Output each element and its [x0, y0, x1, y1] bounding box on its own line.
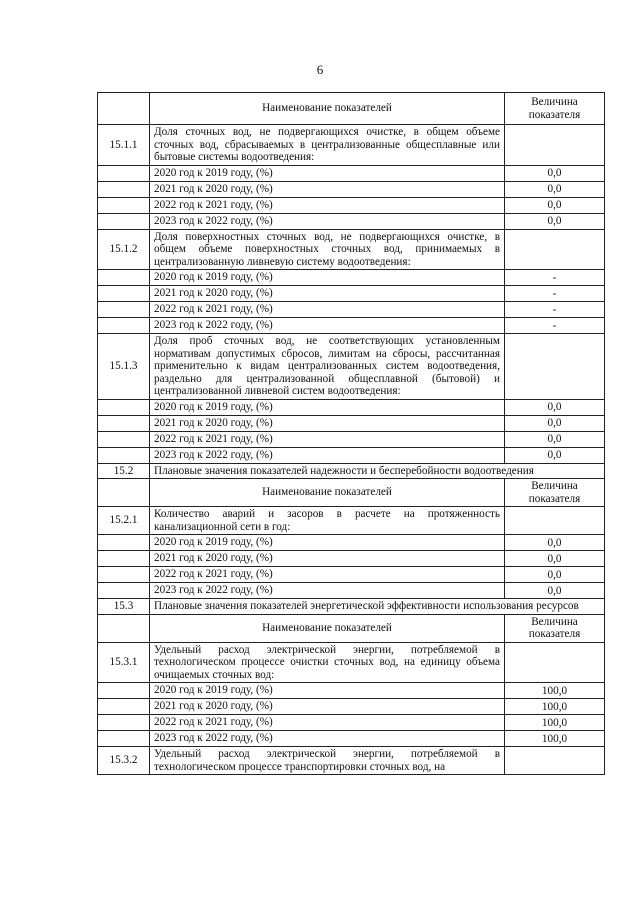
table-row [98, 567, 605, 583]
section-row-15-2-1 [98, 507, 605, 535]
row-label: 2022 год к 2021 году, (%) [150, 302, 505, 318]
section-number: 15.3.2 [98, 747, 150, 775]
row-label: 2021 год к 2020 году, (%) [150, 415, 505, 431]
table-header-row [98, 479, 605, 507]
row-label: 2023 год к 2022 году, (%) [150, 731, 505, 747]
row-label: 2023 год к 2022 году, (%) [150, 583, 505, 599]
table-header-row [98, 93, 605, 125]
row-value: 0,0 [505, 165, 605, 181]
row-label: 2021 год к 2020 году, (%) [150, 181, 505, 197]
table-row [98, 318, 605, 334]
row-label: 2021 год к 2020 году, (%) [150, 551, 505, 567]
section-number: 15.1.2 [98, 229, 150, 270]
table-row [98, 447, 605, 463]
row-value: - [505, 318, 605, 334]
row-value: 0,0 [505, 583, 605, 599]
group-title: Плановые значения показателей энергетической эффективности использования ресурсов [150, 599, 605, 615]
section-title: Количество аварий и засоров в расчете на протяженность канализационной сети в год: [150, 507, 505, 535]
group-number: 15.3 [98, 599, 150, 615]
table-row [98, 165, 605, 181]
table-row [98, 551, 605, 567]
page-number: 6 [316, 62, 324, 77]
row-label: 2020 год к 2019 году, (%) [150, 165, 505, 181]
table-row [98, 197, 605, 213]
row-label: 2021 год к 2020 году, (%) [150, 286, 505, 302]
row-label: 2023 год к 2022 году, (%) [150, 213, 505, 229]
row-value: - [505, 270, 605, 286]
section-number: 15.2.1 [98, 507, 150, 535]
table-row [98, 415, 605, 431]
table-row [98, 583, 605, 599]
table-row [98, 683, 605, 699]
table-row [98, 213, 605, 229]
table-row [98, 715, 605, 731]
header-num-cell [98, 614, 150, 642]
header-value-cell: Величина показателя [505, 93, 605, 125]
row-value: - [505, 302, 605, 318]
row-label: 2022 год к 2021 году, (%) [150, 431, 505, 447]
table-row [98, 699, 605, 715]
section-number: 15.1.1 [98, 125, 150, 166]
section-title: Доля сточных вод, не подвергающихся очистке, в общем объеме сточных вод, сбрасываемых в централизованные общесплавные или бытовые системы водоотведения: [150, 125, 505, 166]
indicators-table [97, 92, 605, 775]
row-label: 2020 год к 2019 году, (%) [150, 270, 505, 286]
table-row [98, 731, 605, 747]
row-value: 0,0 [505, 415, 605, 431]
row-value: 0,0 [505, 551, 605, 567]
row-value: 0,0 [505, 181, 605, 197]
section-title: Удельный расход электрической энергии, потребляемой в технологическом процессе транспортировки сточных вод, на [150, 747, 505, 775]
row-value: 0,0 [505, 567, 605, 583]
section-row-15-3-1 [98, 642, 605, 683]
row-value: 100,0 [505, 683, 605, 699]
table-row [98, 431, 605, 447]
table-row [98, 399, 605, 415]
row-value: 0,0 [505, 197, 605, 213]
section-value-empty [505, 642, 605, 683]
table-row [98, 181, 605, 197]
row-value: 100,0 [505, 715, 605, 731]
group-row-15-2 [98, 463, 605, 479]
section-value-empty [505, 229, 605, 270]
header-value-cell: Величина показателя [505, 614, 605, 642]
row-label: 2022 год к 2021 году, (%) [150, 197, 505, 213]
row-value: 0,0 [505, 431, 605, 447]
row-value: 0,0 [505, 213, 605, 229]
row-value: - [505, 286, 605, 302]
header-name-cell: Наименование показателей [150, 479, 505, 507]
row-label: 2020 год к 2019 году, (%) [150, 683, 505, 699]
section-row-15-1-1 [98, 125, 605, 166]
section-number: 15.3.1 [98, 642, 150, 683]
table-row [98, 302, 605, 318]
row-label: 2020 год к 2019 году, (%) [150, 399, 505, 415]
row-label: 2023 год к 2022 году, (%) [150, 447, 505, 463]
section-title: Удельный расход электрической энергии, потребляемой в технологическом процессе очистки сточных вод, на единицу объема очищаемых сточных вод: [150, 642, 505, 683]
group-number: 15.2 [98, 463, 150, 479]
section-value-empty [505, 125, 605, 166]
header-num-cell [98, 479, 150, 507]
header-name-cell: Наименование показателей [150, 93, 505, 125]
header-name-cell: Наименование показателей [150, 614, 505, 642]
row-value: 100,0 [505, 731, 605, 747]
section-row-15-3-2 [98, 747, 605, 775]
section-row-15-1-2 [98, 229, 605, 270]
table-row [98, 286, 605, 302]
group-title: Плановые значения показателей надежности и бесперебойности водоотведения [150, 463, 605, 479]
row-value: 0,0 [505, 399, 605, 415]
header-num-cell [98, 93, 150, 125]
row-value: 100,0 [505, 699, 605, 715]
section-title: Доля проб сточных вод, не соответствующих установленным нормативам допустимых сбросов, лимитам на сбросы, рассчитанная применительно к видам централизованных систем водоотведения, раздельно для централизованной общесплавной (бытовой) и централизованной ливневой систем водоотведения: [150, 334, 505, 400]
table-row [98, 270, 605, 286]
group-row-15-3 [98, 599, 605, 615]
header-value-cell: Величина показателя [505, 479, 605, 507]
row-label: 2021 год к 2020 году, (%) [150, 699, 505, 715]
section-row-15-1-3 [98, 334, 605, 400]
table-header-row [98, 614, 605, 642]
section-number: 15.1.3 [98, 334, 150, 400]
section-value-empty [505, 747, 605, 775]
row-value: 0,0 [505, 447, 605, 463]
section-value-empty [505, 507, 605, 535]
row-label: 2020 год к 2019 году, (%) [150, 535, 505, 551]
section-value-empty [505, 334, 605, 400]
row-value: 0,0 [505, 535, 605, 551]
section-title: Доля поверхностных сточных вод, не подвергающихся очистке, в общем объеме поверхностных сточных вод, принимаемых в централизованную ливневую систему водоотведения: [150, 229, 505, 270]
table-row [98, 535, 605, 551]
row-label: 2022 год к 2021 году, (%) [150, 567, 505, 583]
row-label: 2022 год к 2021 году, (%) [150, 715, 505, 731]
row-label: 2023 год к 2022 году, (%) [150, 318, 505, 334]
